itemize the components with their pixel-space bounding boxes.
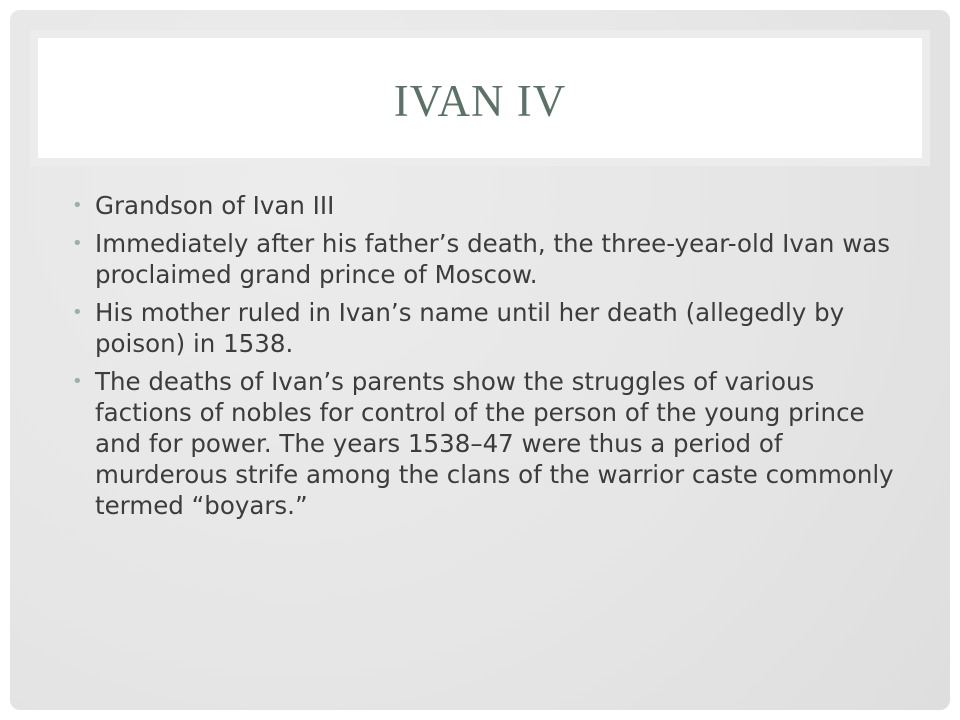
bullet-icon: • (72, 233, 83, 254)
bullet-icon: • (72, 371, 83, 392)
slide (10, 10, 950, 710)
bullet-text: The deaths of Ivan’s parents show the struggles of various factions of nobles for control of the person of the young prince and for power. The years 1538–47 were thus a period of murderous strife among the clans of the warrior caste commonly termed “boyars.” (95, 367, 894, 520)
bullet-item (72, 366, 902, 521)
slide-title: IVAN IV (393, 76, 567, 126)
bullet-text: Immediately after his father’s death, the three-year-old Ivan was proclaimed grand prince of Moscow. (95, 229, 891, 289)
bullet-icon: • (72, 302, 83, 323)
bullet-text: Grandson of Ivan III (95, 191, 335, 220)
title-box (30, 30, 930, 166)
bullet-item (72, 228, 902, 290)
bullet-icon: • (72, 195, 83, 216)
bullet-item (72, 190, 902, 221)
bullet-text: His mother ruled in Ivan’s name until her death (allegedly by poison) in 1538. (95, 298, 845, 358)
bullet-list (72, 190, 902, 528)
bullet-item (72, 297, 902, 359)
